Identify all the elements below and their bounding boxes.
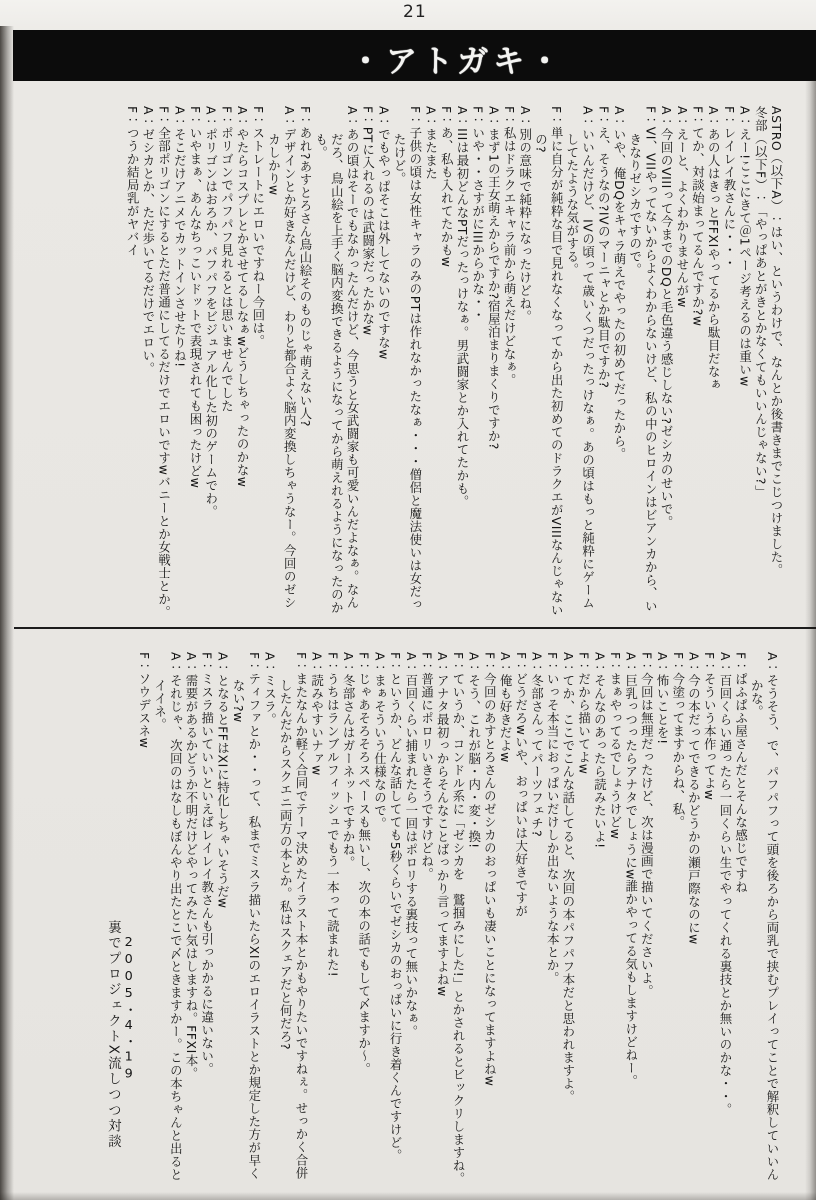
dialogue-line: F：今回のあすとろさんのゼシカのおっぱいも凄いことになってますよねw bbox=[482, 652, 498, 1087]
dialogue-line: F：いやまぁ、あんなちっこいドットで表現されても困ったけどw bbox=[187, 106, 203, 489]
dialogue-line: A：巨乳っつったらアナタでしょうにw誰かやってる気もしますけどねー。 bbox=[623, 652, 639, 1088]
scan-shadow-left bbox=[0, 26, 14, 1200]
dialogue-line: F：そういう本作ってよw bbox=[702, 652, 718, 801]
dialogue-line: F：ポリゴンでパフパフ見れるとは思いませんでした bbox=[219, 106, 235, 413]
dialogue-line: A：ポリゴンはおろか、パフパフをビジュアル化した初のゲームでわ。 bbox=[203, 106, 219, 519]
dialogue-line: A：となるとFFはXIに特化しちゃいそうだw bbox=[215, 652, 231, 909]
dialogue-line: A：読みやすいナァw bbox=[309, 652, 325, 776]
dialogue-line: F：てか、対談始まってるんですか?w bbox=[690, 106, 706, 327]
dialogue-line: F：だから描いてよw bbox=[576, 652, 592, 775]
dialogue-line: A：あの頃はそーでもなかったんだけど、今思うと女武闘家も可愛いんだよなぁ。なんだろ、鳥山絵を上手く脳内変換できるようになってから萌えれるようになったのかも。 bbox=[313, 106, 361, 614]
dialogue-line: F：つうか結局乳がヤバイ bbox=[125, 106, 141, 257]
dialogue-line: F：いっそ本当におっぱいだけしか出ないような本とか。 bbox=[545, 652, 561, 985]
dialogue-line: F：ソウデスネw bbox=[136, 652, 152, 749]
dialogue-line: A：まぁそういう仕様なので。 bbox=[372, 652, 388, 831]
dialogue-line: F：VI、VIIやってないからよくわからないけど、私の中のヒロインはビアンカから、いきなりゼシカですので。 bbox=[627, 106, 659, 613]
dialogue-footnote: 裏でプロジェクトX流しつつ対談 bbox=[105, 920, 121, 1150]
dialogue-top-section bbox=[88, 106, 784, 622]
dialogue-bottom-section bbox=[22, 652, 780, 1188]
dialogue-line: A：そうそう、で、パフパフって頭を後ろから両乳で挟むプレイってことで解釈していいんかな。 bbox=[749, 652, 780, 1182]
afterword-banner bbox=[13, 30, 816, 81]
dialogue-line: A：そこだけアニメでカットインさせたりね! bbox=[172, 106, 188, 368]
dialogue-line: A：あの人はきっとFFXIやってるから駄目だなぁ bbox=[706, 106, 722, 391]
dialogue-line: A：百回くらい通ったら一回くらい生でやってくれる裏技とか無いのかな・・。 bbox=[717, 652, 733, 1117]
dialogue-line: F：ミスラ描いていいといえばレイレイ教さんも引っかかるに違いない。 bbox=[199, 652, 215, 1076]
dialogue-line: ASTRO（以下A）：はい、というわけで、なんとか後書きまでこじつけました。 bbox=[769, 106, 784, 577]
dialogue-line: F：ていうか、コンドル系に「ゼシカを 鷲掴みにした!」とかされるとビックリしますね。 bbox=[450, 652, 466, 1186]
dialogue-line: F：え、そうなの?IVのマーニャとか駄目ですか? bbox=[596, 106, 612, 389]
dialogue-line: F：レイレイ教さんに・・・ bbox=[721, 106, 737, 270]
dialogue-line: A：俺も好きだよw bbox=[498, 652, 514, 763]
dialogue-line: F：子供の頃は女性キャラのみのPTは作れなかったなぁ・・・僧侶と魔法使いは女だったけど。 bbox=[392, 106, 423, 611]
dialogue-date: 2005・4・19 bbox=[121, 935, 137, 1084]
dialogue-line: A：アナタ最初っからそんなことばっかり言ってますよねw bbox=[435, 652, 451, 997]
dialogue-line: A：ゼシカとか、ただ歩いてるだけでエロい。 bbox=[140, 106, 156, 376]
dialogue-line: F：じゃあそろそろスペースも無いし、次の本の話でもして〆ますか〜。 bbox=[356, 652, 372, 1076]
dialogue-line: A：えーと、よくわかりませんがw bbox=[674, 106, 690, 308]
dialogue-line: F：あれ?あすとろさん鳥山絵そのものじゃ萌えない人? bbox=[297, 106, 313, 428]
dialogue-line: A：ミスラ。 bbox=[262, 652, 278, 727]
dialogue-line: A：今の本だってできるかどうかの瀬戸際なのにw bbox=[686, 652, 702, 945]
scan-shadow-bottom bbox=[0, 1192, 816, 1200]
dialogue-line: F：どうだろwいや、おっぱいは大好きですが bbox=[513, 652, 529, 918]
scan-shadow-right bbox=[805, 80, 816, 1200]
dialogue-line: F：私はドラクエキャラ前から萌えだけどなぁ。 bbox=[502, 106, 518, 387]
page-number: 21 bbox=[403, 2, 427, 22]
dialogue-line: F：いや・・さすがにIIIからかな・・ bbox=[470, 106, 486, 322]
section-divider bbox=[14, 627, 816, 629]
dialogue-line: A：冬部さんはガーネットですかね。 bbox=[341, 652, 357, 870]
dialogue-line: A：デザインとか好きなんだけど、わりと都合よく脳内変換しちゃうなー。今回のゼシカしかりw bbox=[266, 106, 298, 610]
dialogue-line: 冬部（以下F）：「やっぱあとがきとかなくてもいいんじゃない?」 bbox=[753, 106, 769, 498]
dialogue-line: A：いや、俺DQをキャラ萌えでやったの初めてだったから。 bbox=[611, 106, 627, 461]
dialogue-line: A：またまた bbox=[423, 106, 439, 181]
dialogue-line: A：やたらコスプレとかさせてるしなぁwどうしちゃったのかなw bbox=[235, 106, 251, 488]
dialogue-line: A：それじゃ、次回のはなしもぼんやり出たとこで〆ときますかー。この本ちゃんと出るとイイネ。 bbox=[152, 652, 184, 1182]
dialogue-line: A：冬部さんってパーツフェチ? bbox=[529, 652, 545, 838]
dialogue-line: F：今塗ってますからね、私。 bbox=[670, 652, 686, 829]
dialogue-line: F：またなんか軽く合同でテーマ決めたイラスト本とかもやりたいですねぇ。せっかく合併したんだからスクエニ両方の本とか。私はスクェアだと何だろ? bbox=[278, 652, 309, 1180]
dialogue-line: F：全部ポリゴンにするとただ普通にしてるだけでエロいですwバニーとか女戦士とか。 bbox=[156, 106, 172, 619]
dialogue-line: F：PTに入れるのは武闘家だったかなw bbox=[360, 106, 376, 336]
dialogue-line: F：ストレートにエロいですねー今回は。 bbox=[250, 106, 266, 348]
dialogue-line: A：てか、ここでこんな話してると、次回の本パフパフ本だと思われますよ。 bbox=[560, 652, 576, 1104]
dialogue-line: A：でもやっぱそこは外してないのですなw bbox=[376, 106, 392, 360]
dialogue-line: F：単に自分が純粋な目で見れなくなってから出た初めてのドラクエがVIIIなんじゃないの? bbox=[533, 106, 565, 617]
dialogue-line: F：まぁやってるでしょうけどw bbox=[607, 652, 623, 840]
dialogue-line: A：別の意味で純粋になったけどね。 bbox=[517, 106, 533, 324]
afterword-banner-title: ・アトガキ・ bbox=[350, 44, 566, 80]
dialogue-line: F：今回は無理だったけど、次は漫画で描いてくださいよ。 bbox=[639, 652, 655, 998]
dialogue-line: A：IIIは最初どんなPTだったっけなぁ。男武闘家とか入れてたかも。 bbox=[454, 106, 470, 509]
dialogue-line: A：いいんだけど、IVの頃って歳いくつだったっけなぁ。あの頃はもっと純粋にゲームしてたような気がする。 bbox=[564, 106, 596, 610]
dialogue-line: A：百回くらい捕まれたら一回はポロリする裏技って無いかなぁ。 bbox=[403, 652, 419, 1039]
dialogue-line: A：今回のVIIIって今までのDQと毛色違う感じしない?ゼシカのせいで。 bbox=[659, 106, 675, 529]
dialogue-line: F：というか、どんな話してても5秒くらいでゼシカのおっぱいに行き着くんですけど。 bbox=[388, 652, 404, 1163]
dialogue-line: A：そんなのあったら読みたいよ! bbox=[592, 652, 608, 849]
dialogue-line: A：需要があるかどうか不明だけどやってみたい気はしますね。FFXI本。 bbox=[183, 652, 199, 1080]
dialogue-line: A：まず1の王女萌えからですか?宿屋泊まりまくりですか? bbox=[486, 106, 502, 450]
dialogue-line: A：えー!ここにきて＠1ページ考えるのは重いw bbox=[737, 106, 753, 387]
dialogue-line: F：普通にポロリいきそうですけどね。 bbox=[419, 652, 435, 881]
dialogue-line: A：怖いことを! bbox=[655, 652, 671, 745]
dialogue-line: A：そう、これが脳・内・変・換! bbox=[466, 652, 482, 849]
dialogue-line: F：ぱふぱふ屋さんだとそんな感じですね bbox=[733, 652, 749, 894]
dialogue-line: F：ティファとか・・って、私までミスラ描いたらXIのエロイラストとか規定した方が早くない?w bbox=[231, 652, 262, 1181]
dialogue-line: F：うちはランブルフィッシュでもう一本って読まれた! bbox=[325, 652, 341, 978]
dialogue-line: F：あ、私も入れてたかもw bbox=[439, 106, 455, 268]
